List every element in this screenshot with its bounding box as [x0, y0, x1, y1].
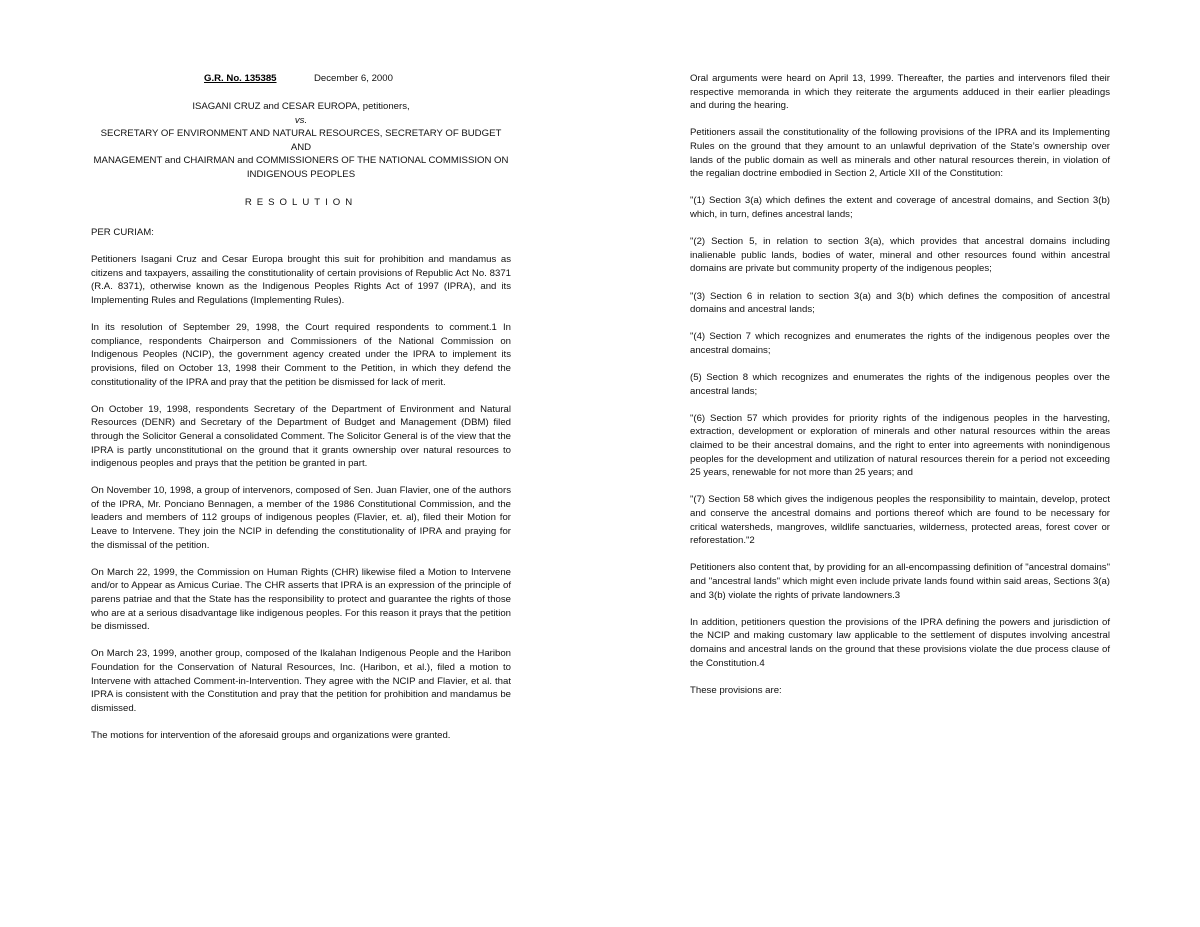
- case-number: G.R. No. 135385: [204, 73, 277, 84]
- paragraph: "(1) Section 3(a) which defines the extent and coverage of ancestral domains, and Section 3(b) which, in turn, defines ancestral lands;: [690, 195, 1110, 220]
- respondents-line-1: SECRETARY OF ENVIRONMENT AND NATURAL RESOURCES, SECRETARY OF BUDGET AND: [100, 128, 502, 153]
- paragraph: These provisions are:: [690, 684, 782, 696]
- petitioners-line: ISAGANI CRUZ and CESAR EUROPA, petitioners,: [192, 101, 410, 112]
- case-header: [91, 72, 511, 180]
- resolution-title: RESOLUTION: [244, 197, 358, 208]
- paragraph: In its resolution of September 29, 1998, the Court required respondents to comment.1 In compliance, respondents Chairperson and Commissioners of the National Commission on Indigenous Peoples (NCIP), the government agency created under the IPRA to implement its provisions, filed on October 13, 1998 their Comment to the Petition, in which they defend the constitutionality of the IPRA and pray that the petition be dismissed for lack of merit.: [91, 322, 511, 388]
- paragraph: On November 10, 1998, a group of intervenors, composed of Sen. Juan Flavier, one of the authors of the IPRA, Mr. Ponciano Bennagen, a member of the 1986 Constitutional Commission, and the leaders and members of 112 groups of indigenous peoples (Flavier, et. al), filed their Motion for Leave to Intervene. They join the NCIP in defending the constitutionality of IPRA and praying for the dismissal of the petition.: [91, 485, 511, 551]
- paragraph: "(7) Section 58 which gives the indigenous peoples the responsibility to maintain, develop, protect and conserve the ancestral domains and portions thereof which are found to be necessary for critical watersheds, mangroves, wildlife sanctuaries, wilderness, protected areas, forest cover or reforestation."2: [690, 494, 1110, 547]
- paragraph: Petitioners also content that, by providing for an all-encompassing definition of "ancestral domains" and "ancestral lands" which might even include private lands found within said areas, Sections 3(a) and 3(b) violate the rights of private landowners.3: [690, 562, 1110, 601]
- per-curiam-label: PER CURIAM:: [91, 226, 154, 238]
- paragraph: Oral arguments were heard on April 13, 1999. Thereafter, the parties and intervenors filed their respective memoranda in which they reiterate the arguments adduced in their earlier pleadings and during the hearing.: [690, 73, 1110, 112]
- paragraph: The motions for intervention of the aforesaid groups and organizations were granted.: [91, 729, 451, 741]
- paragraph: "(3) Section 6 in relation to section 3(a) and 3(b) which defines the composition of ancestral domains and ancestral lands;: [690, 290, 1110, 316]
- paragraph: On March 22, 1999, the Commission on Human Rights (CHR) likewise filed a Motion to Intervene and/or to Appear as Amicus Curiae. The CHR asserts that IPRA is an expression of the principle of parens patriae and that the State has the responsibility to protect and guarantee the rights of those who are at a serious disadvantage like indigenous peoples. For this reason it prays that the petition be dismissed.: [91, 566, 511, 633]
- paragraph: "(2) Section 5, in relation to section 3(a), which provides that ancestral domains including inalienable public lands, bodies of water, mineral and other resources found within ancestral domains are private but community property of the indigenous peoples;: [690, 236, 1110, 275]
- paragraph: On October 19, 1998, respondents Secretary of the Department of Environment and Natural Resources (DENR) and Secretary of the Department of Budget and Management (DBM) filed through the Solicitor General a consolidated Comment. The Solicitor General is of the view that the IPRA is partly unconstitutional on the ground that it grants ownership over natural resources to indigenous peoples and prays that the petition be granted in part.: [91, 403, 511, 470]
- paragraph: Petitioners assail the constitutionality of the following provisions of the IPRA and its Implementing Rules on the ground that they amount to an unlawful deprivation of the State’s ownership over lands of the public domain as well as minerals and other natural resources therein, in violation of the regalian doctrine embodied in Section 2, Article XII of the Constitution:: [690, 127, 1110, 180]
- case-line: [91, 72, 511, 86]
- paragraph: On March 23, 1999, another group, composed of the Ikalahan Indigenous People and the Haribon Foundation for the Conservation of Natural Resources, Inc. (Haribon, et al.), filed a motion to Intervene with attached Comment-in-Intervention. They agree with the NCIP and Flavier, et al. that IPRA is consistent with the Constitution and pray that the petition for prohibition and mandamus be dismissed.: [91, 648, 511, 714]
- paragraph: "(6) Section 57 which provides for priority rights of the indigenous peoples in the harvesting, extraction, development or exploration of minerals and other natural resources within the areas claimed to be their ancestral domains, and the right to enter into agreements with nonindigenous peoples for the development and utilization of natural resources therein for a period not exceeding 25 years, renewable for not more than 25 years; and: [690, 412, 1110, 479]
- left-column: [91, 72, 511, 756]
- respondents-line-2: MANAGEMENT and CHAIRMAN and COMMISSIONERS OF THE NATIONAL COMMISSION ON: [93, 155, 509, 167]
- parties-block: [91, 100, 511, 182]
- decision-date: December 6, 2000: [314, 73, 393, 84]
- respondents-line-3: INDIGENOUS PEOPLES: [246, 168, 356, 180]
- versus-line: vs.: [294, 114, 308, 126]
- paragraph: In addition, petitioners question the provisions of the IPRA defining the powers and jurisdiction of the NCIP and making customary law applicable to the settlement of disputes involving ancestral domains and ancestral lands on the ground that these provisions violate the due process clause of the Constitution.4: [690, 616, 1110, 669]
- paragraph: (5) Section 8 which recognizes and enumerates the rights of the indigenous peoples over the ancestral lands;: [690, 372, 1110, 397]
- paragraph: Petitioners Isagani Cruz and Cesar Europa brought this suit for prohibition and mandamus as citizens and taxpayers, assailing the constitutionality of certain provisions of Republic Act No. 8371 (R.A. 8371), otherwise known as the Indigenous Peoples Rights Act of 1997 (IPRA), and its Implementing Rules and Regulations (Implementing Rules).: [91, 254, 511, 306]
- paragraph: "(4) Section 7 which recognizes and enumerates the rights of the indigenous peoples over the ancestral domains;: [690, 331, 1110, 356]
- right-column: [690, 72, 1110, 711]
